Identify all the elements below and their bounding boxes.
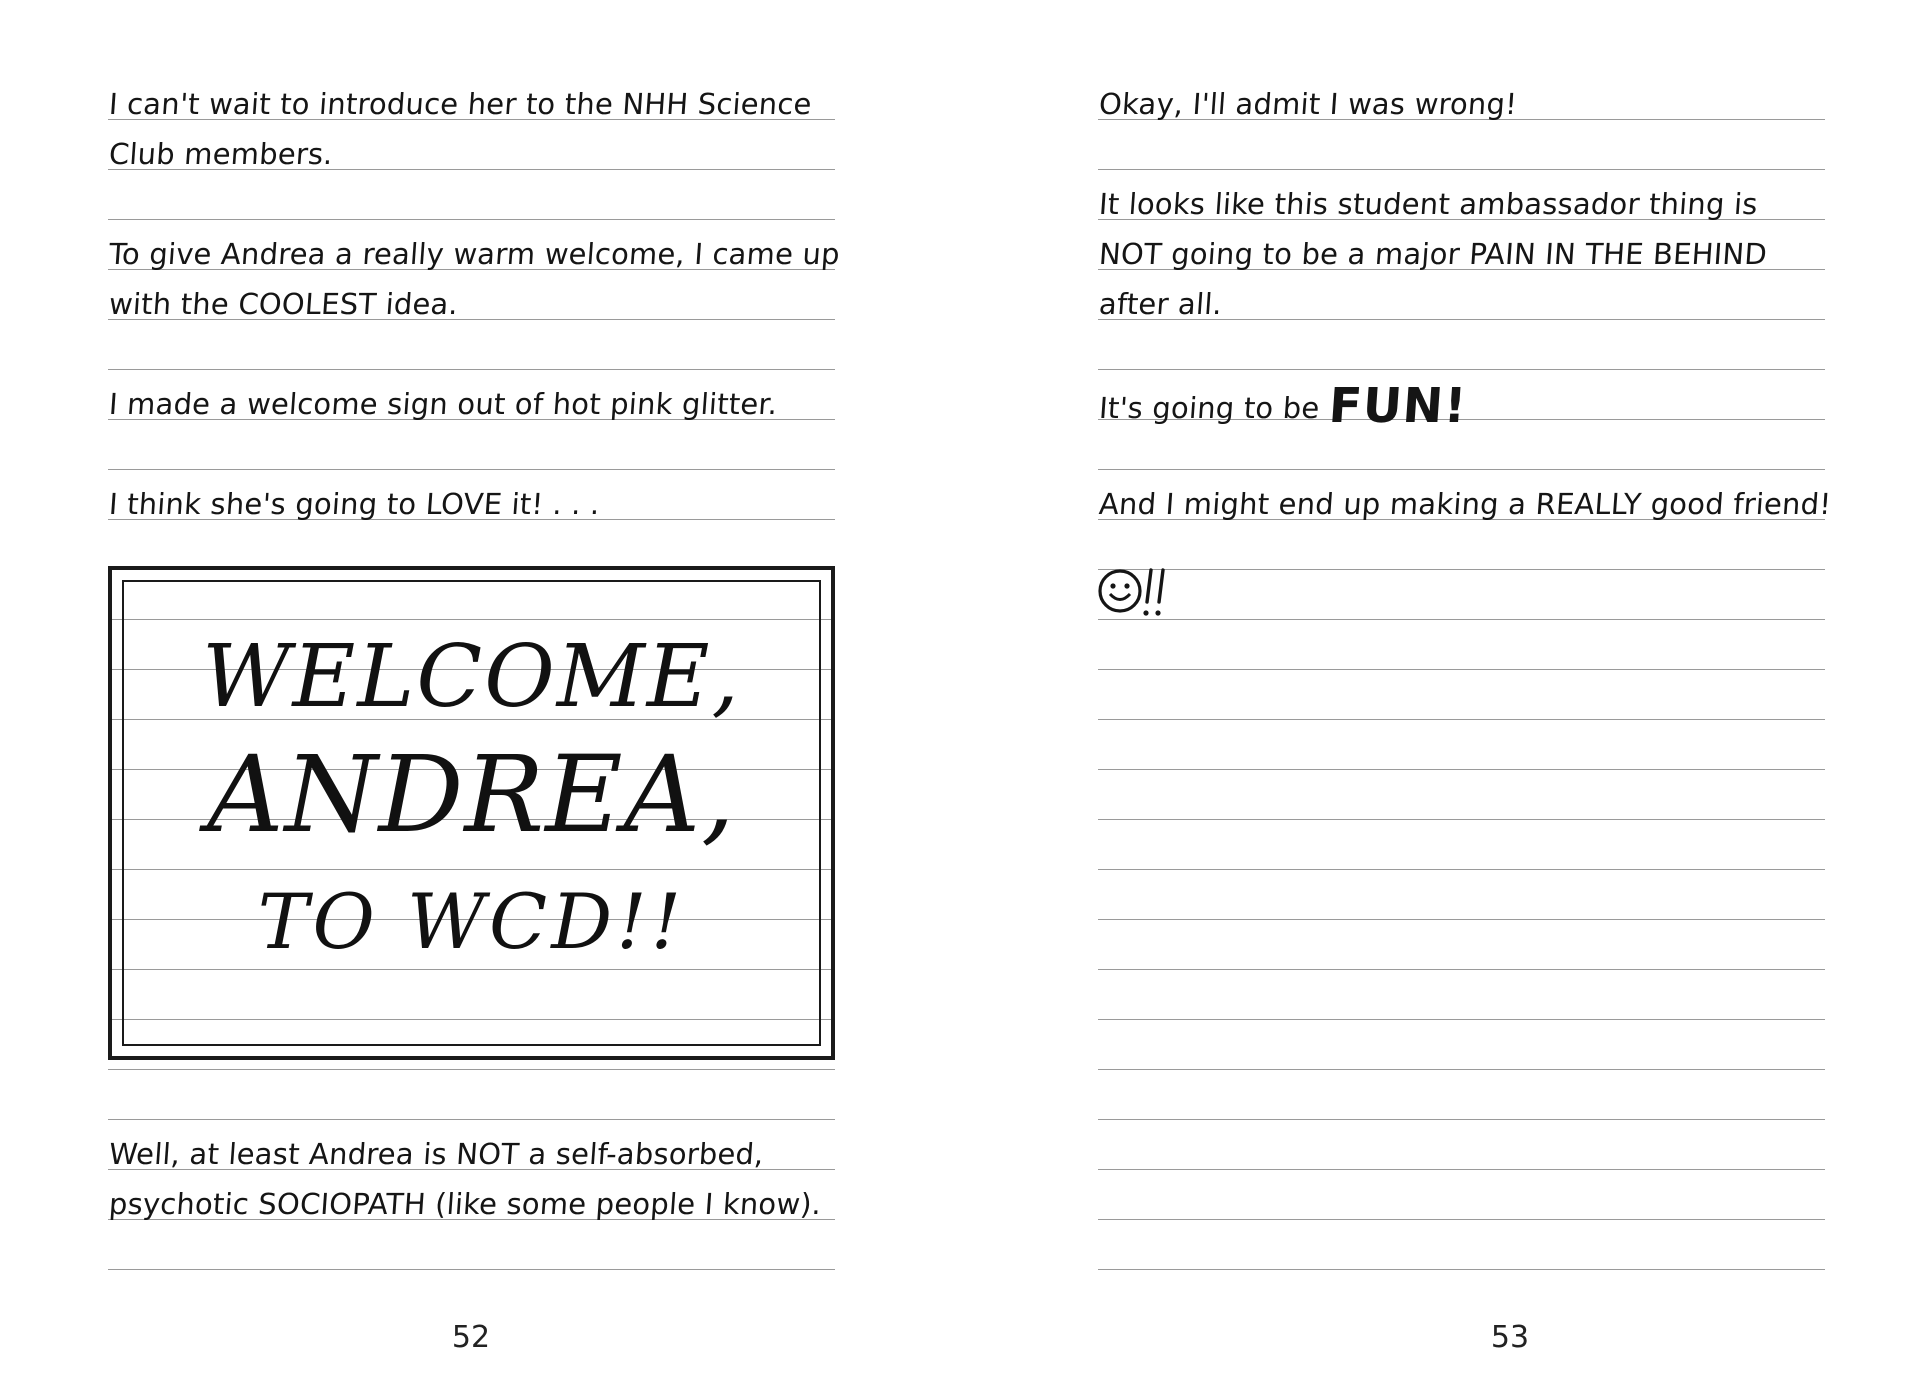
- ruled-line: [1098, 169, 1825, 170]
- journal-line: I think she's going to LOVE it! . . .: [107, 487, 601, 521]
- ruled-line: [1098, 869, 1825, 870]
- smiley-icon: [1098, 564, 1188, 620]
- journal-line: To give Andrea a really warm welcome, I came up: [107, 237, 841, 271]
- journal-line: NOT going to be a major PAIN IN THE BEHIND: [1097, 237, 1769, 271]
- page-number: 53: [1490, 1320, 1530, 1355]
- journal-line: with the COOLEST idea.: [107, 287, 460, 321]
- journal-line: I made a welcome sign out of hot pink glitter.: [107, 387, 779, 421]
- ruled-line: [1098, 1019, 1825, 1020]
- welcome-sign-inner-border: [122, 580, 821, 1046]
- ruled-line: [108, 1269, 835, 1270]
- page-number: 52: [451, 1320, 491, 1355]
- ruled-line: [1098, 1269, 1825, 1270]
- ruled-line: [108, 369, 835, 370]
- ruled-line: [1098, 1069, 1825, 1070]
- fun-emphasis: FUN!: [1327, 378, 1469, 434]
- ruled-line: [1098, 469, 1825, 470]
- welcome-sign: [108, 566, 835, 1060]
- ruled-line: [1098, 1169, 1825, 1170]
- journal-line: Okay, I'll admit I was wrong!: [1097, 87, 1519, 121]
- ruled-line: [1098, 719, 1825, 720]
- ruled-line: [1098, 769, 1825, 770]
- ruled-line: [1098, 1119, 1825, 1120]
- ruled-line: [1098, 369, 1825, 370]
- fun-lead-in: It's going to be: [1098, 391, 1321, 425]
- journal-line: It looks like this student ambassador thing is: [1097, 187, 1759, 221]
- ruled-line: [108, 1069, 835, 1070]
- journal-line: And I might end up making a REALLY good friend!: [1097, 487, 1833, 521]
- ruled-line: [1098, 819, 1825, 820]
- left-page: [0, 0, 960, 1396]
- ruled-line: [1098, 669, 1825, 670]
- sign-line-school: TO WCD!!: [257, 877, 686, 966]
- journal-line: [1098, 378, 1469, 434]
- sign-line-name: ANDREA,: [207, 733, 736, 856]
- ruled-line: [1098, 619, 1825, 620]
- ruled-line: [108, 469, 835, 470]
- ruled-line: [1098, 969, 1825, 970]
- ruled-line: [1098, 919, 1825, 920]
- journal-line: Well, at least Andrea is NOT a self-absorbed,: [107, 1137, 765, 1171]
- journal-line: psychotic SOCIOPATH (like some people I know).: [107, 1187, 823, 1221]
- journal-line: I can't wait to introduce her to the NHH Science: [107, 87, 813, 121]
- right-page: [960, 0, 1921, 1396]
- ruled-line: [1098, 569, 1825, 570]
- journal-line: Club members.: [107, 137, 335, 171]
- ruled-line: [108, 1119, 835, 1120]
- ruled-line: [108, 219, 835, 220]
- sign-line-welcome: WELCOME,: [202, 627, 741, 727]
- journal-line: after all.: [1097, 287, 1224, 321]
- ruled-line: [1098, 1219, 1825, 1220]
